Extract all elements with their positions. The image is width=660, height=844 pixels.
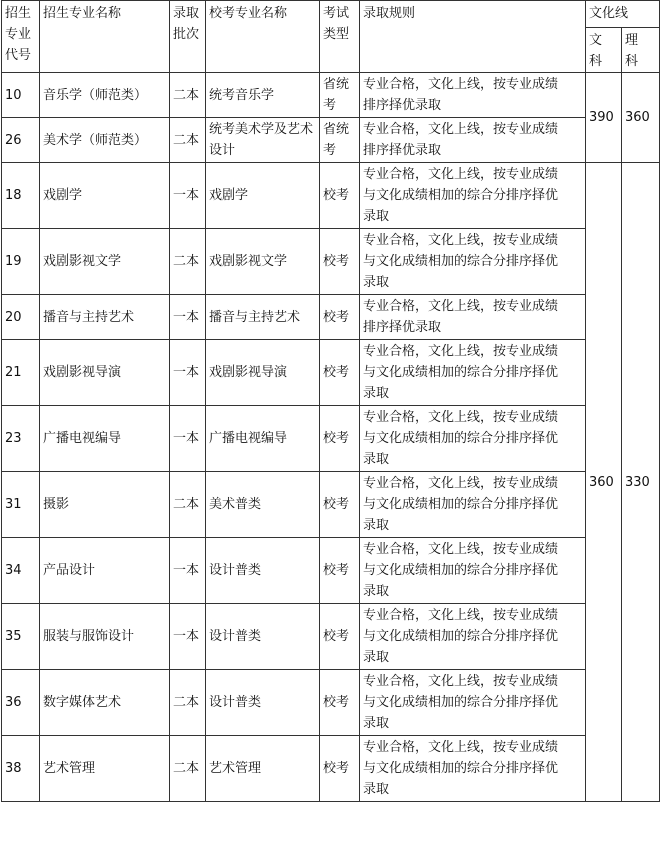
cell-rule: 专业合格，文化上线，按专业成绩 与文化成绩相加的综合分排序择优 录取 bbox=[360, 163, 586, 229]
header-exam-type: 考试 类型 bbox=[320, 1, 360, 73]
cell-major-name: 数字媒体艺术 bbox=[40, 670, 170, 736]
cell-code: 21 bbox=[2, 340, 40, 406]
cell-rule: 专业合格，文化上线，按专业成绩 与文化成绩相加的综合分排序择优 录取 bbox=[360, 736, 586, 802]
cell-rule: 专业合格，文化上线，按专业成绩 排序择优录取 bbox=[360, 118, 586, 163]
cell-major-name: 产品设计 bbox=[40, 538, 170, 604]
cell-code: 18 bbox=[2, 163, 40, 229]
cell-code: 38 bbox=[2, 736, 40, 802]
cell-exam-type: 校考 bbox=[320, 406, 360, 472]
cell-major-name: 音乐学（师范类） bbox=[40, 73, 170, 118]
cell-exam-type: 校考 bbox=[320, 472, 360, 538]
cell-batch: 二本 bbox=[170, 472, 206, 538]
cell-code: 35 bbox=[2, 604, 40, 670]
cell-exam-type: 校考 bbox=[320, 295, 360, 340]
table-row bbox=[2, 406, 660, 472]
cell-exam-major: 戏剧影视文学 bbox=[206, 229, 320, 295]
cell-exam-major: 艺术管理 bbox=[206, 736, 320, 802]
cell-arts-line: 360 bbox=[586, 163, 622, 802]
cell-rule: 专业合格，文化上线，按专业成绩 排序择优录取 bbox=[360, 73, 586, 118]
header-exam-major: 校考专业名称 bbox=[206, 1, 320, 73]
cell-exam-type: 校考 bbox=[320, 736, 360, 802]
cell-code: 34 bbox=[2, 538, 40, 604]
cell-exam-major: 设计普类 bbox=[206, 538, 320, 604]
cell-major-name: 播音与主持艺术 bbox=[40, 295, 170, 340]
cell-code: 36 bbox=[2, 670, 40, 736]
header-rule: 录取规则 bbox=[360, 1, 586, 73]
cell-rule: 专业合格，文化上线，按专业成绩 与文化成绩相加的综合分排序择优 录取 bbox=[360, 670, 586, 736]
cell-exam-type: 校考 bbox=[320, 163, 360, 229]
cell-science-line: 360 bbox=[622, 73, 660, 163]
cell-exam-major: 播音与主持艺术 bbox=[206, 295, 320, 340]
cell-batch: 二本 bbox=[170, 118, 206, 163]
cell-arts-line: 390 bbox=[586, 73, 622, 163]
table-body bbox=[2, 73, 660, 802]
cell-major-name: 服装与服饰设计 bbox=[40, 604, 170, 670]
cell-exam-type: 校考 bbox=[320, 670, 360, 736]
cell-exam-type: 校考 bbox=[320, 538, 360, 604]
cell-rule: 专业合格，文化上线，按专业成绩 与文化成绩相加的综合分排序择优 录取 bbox=[360, 472, 586, 538]
cell-major-name: 美术学（师范类） bbox=[40, 118, 170, 163]
cell-science-line: 330 bbox=[622, 163, 660, 802]
cell-exam-type: 校考 bbox=[320, 340, 360, 406]
cell-code: 31 bbox=[2, 472, 40, 538]
cell-rule: 专业合格，文化上线，按专业成绩 与文化成绩相加的综合分排序择优 录取 bbox=[360, 340, 586, 406]
header-name: 招生专业名称 bbox=[40, 1, 170, 73]
header-arts: 文 科 bbox=[586, 28, 622, 73]
table-row bbox=[2, 538, 660, 604]
table-row bbox=[2, 604, 660, 670]
cell-exam-major: 设计普类 bbox=[206, 604, 320, 670]
cell-major-name: 戏剧影视导演 bbox=[40, 340, 170, 406]
table-row bbox=[2, 118, 660, 163]
cell-code: 23 bbox=[2, 406, 40, 472]
cell-exam-major: 戏剧影视导演 bbox=[206, 340, 320, 406]
cell-batch: 二本 bbox=[170, 670, 206, 736]
header-code: 招生 专业 代号 bbox=[2, 1, 40, 73]
cell-exam-major: 统考音乐学 bbox=[206, 73, 320, 118]
cell-batch: 一本 bbox=[170, 604, 206, 670]
cell-batch: 二本 bbox=[170, 736, 206, 802]
cell-rule: 专业合格，文化上线，按专业成绩 与文化成绩相加的综合分排序择优 录取 bbox=[360, 406, 586, 472]
cell-rule: 专业合格，文化上线，按专业成绩 排序择优录取 bbox=[360, 295, 586, 340]
cell-major-name: 戏剧学 bbox=[40, 163, 170, 229]
table-row bbox=[2, 736, 660, 802]
table-row bbox=[2, 670, 660, 736]
cell-batch: 一本 bbox=[170, 406, 206, 472]
cell-batch: 二本 bbox=[170, 73, 206, 118]
cell-exam-major: 设计普类 bbox=[206, 670, 320, 736]
cell-rule: 专业合格，文化上线，按专业成绩 与文化成绩相加的综合分排序择优 录取 bbox=[360, 538, 586, 604]
cell-rule: 专业合格，文化上线，按专业成绩 与文化成绩相加的综合分排序择优 录取 bbox=[360, 604, 586, 670]
table-row bbox=[2, 295, 660, 340]
cell-exam-type: 校考 bbox=[320, 604, 360, 670]
cell-batch: 一本 bbox=[170, 295, 206, 340]
admission-table bbox=[1, 0, 660, 802]
table-row bbox=[2, 229, 660, 295]
header-batch: 录取 批次 bbox=[170, 1, 206, 73]
cell-exam-major: 美术普类 bbox=[206, 472, 320, 538]
cell-batch: 一本 bbox=[170, 538, 206, 604]
table-row bbox=[2, 340, 660, 406]
cell-major-name: 艺术管理 bbox=[40, 736, 170, 802]
cell-exam-major: 戏剧学 bbox=[206, 163, 320, 229]
cell-batch: 二本 bbox=[170, 229, 206, 295]
cell-code: 10 bbox=[2, 73, 40, 118]
cell-code: 19 bbox=[2, 229, 40, 295]
cell-major-name: 广播电视编导 bbox=[40, 406, 170, 472]
cell-code: 26 bbox=[2, 118, 40, 163]
cell-major-name: 摄影 bbox=[40, 472, 170, 538]
cell-batch: 一本 bbox=[170, 163, 206, 229]
cell-batch: 一本 bbox=[170, 340, 206, 406]
cell-exam-type: 省统 考 bbox=[320, 118, 360, 163]
table-row bbox=[2, 163, 660, 229]
header-culture-line: 文化线 bbox=[586, 1, 660, 28]
cell-exam-major: 广播电视编导 bbox=[206, 406, 320, 472]
table-row bbox=[2, 472, 660, 538]
cell-code: 20 bbox=[2, 295, 40, 340]
header-science: 理 科 bbox=[622, 28, 660, 73]
cell-rule: 专业合格，文化上线，按专业成绩 与文化成绩相加的综合分排序择优 录取 bbox=[360, 229, 586, 295]
cell-exam-type: 省统 考 bbox=[320, 73, 360, 118]
cell-exam-type: 校考 bbox=[320, 229, 360, 295]
table-row bbox=[2, 73, 660, 118]
cell-major-name: 戏剧影视文学 bbox=[40, 229, 170, 295]
cell-exam-major: 统考美术学及艺术设计 bbox=[206, 118, 320, 163]
